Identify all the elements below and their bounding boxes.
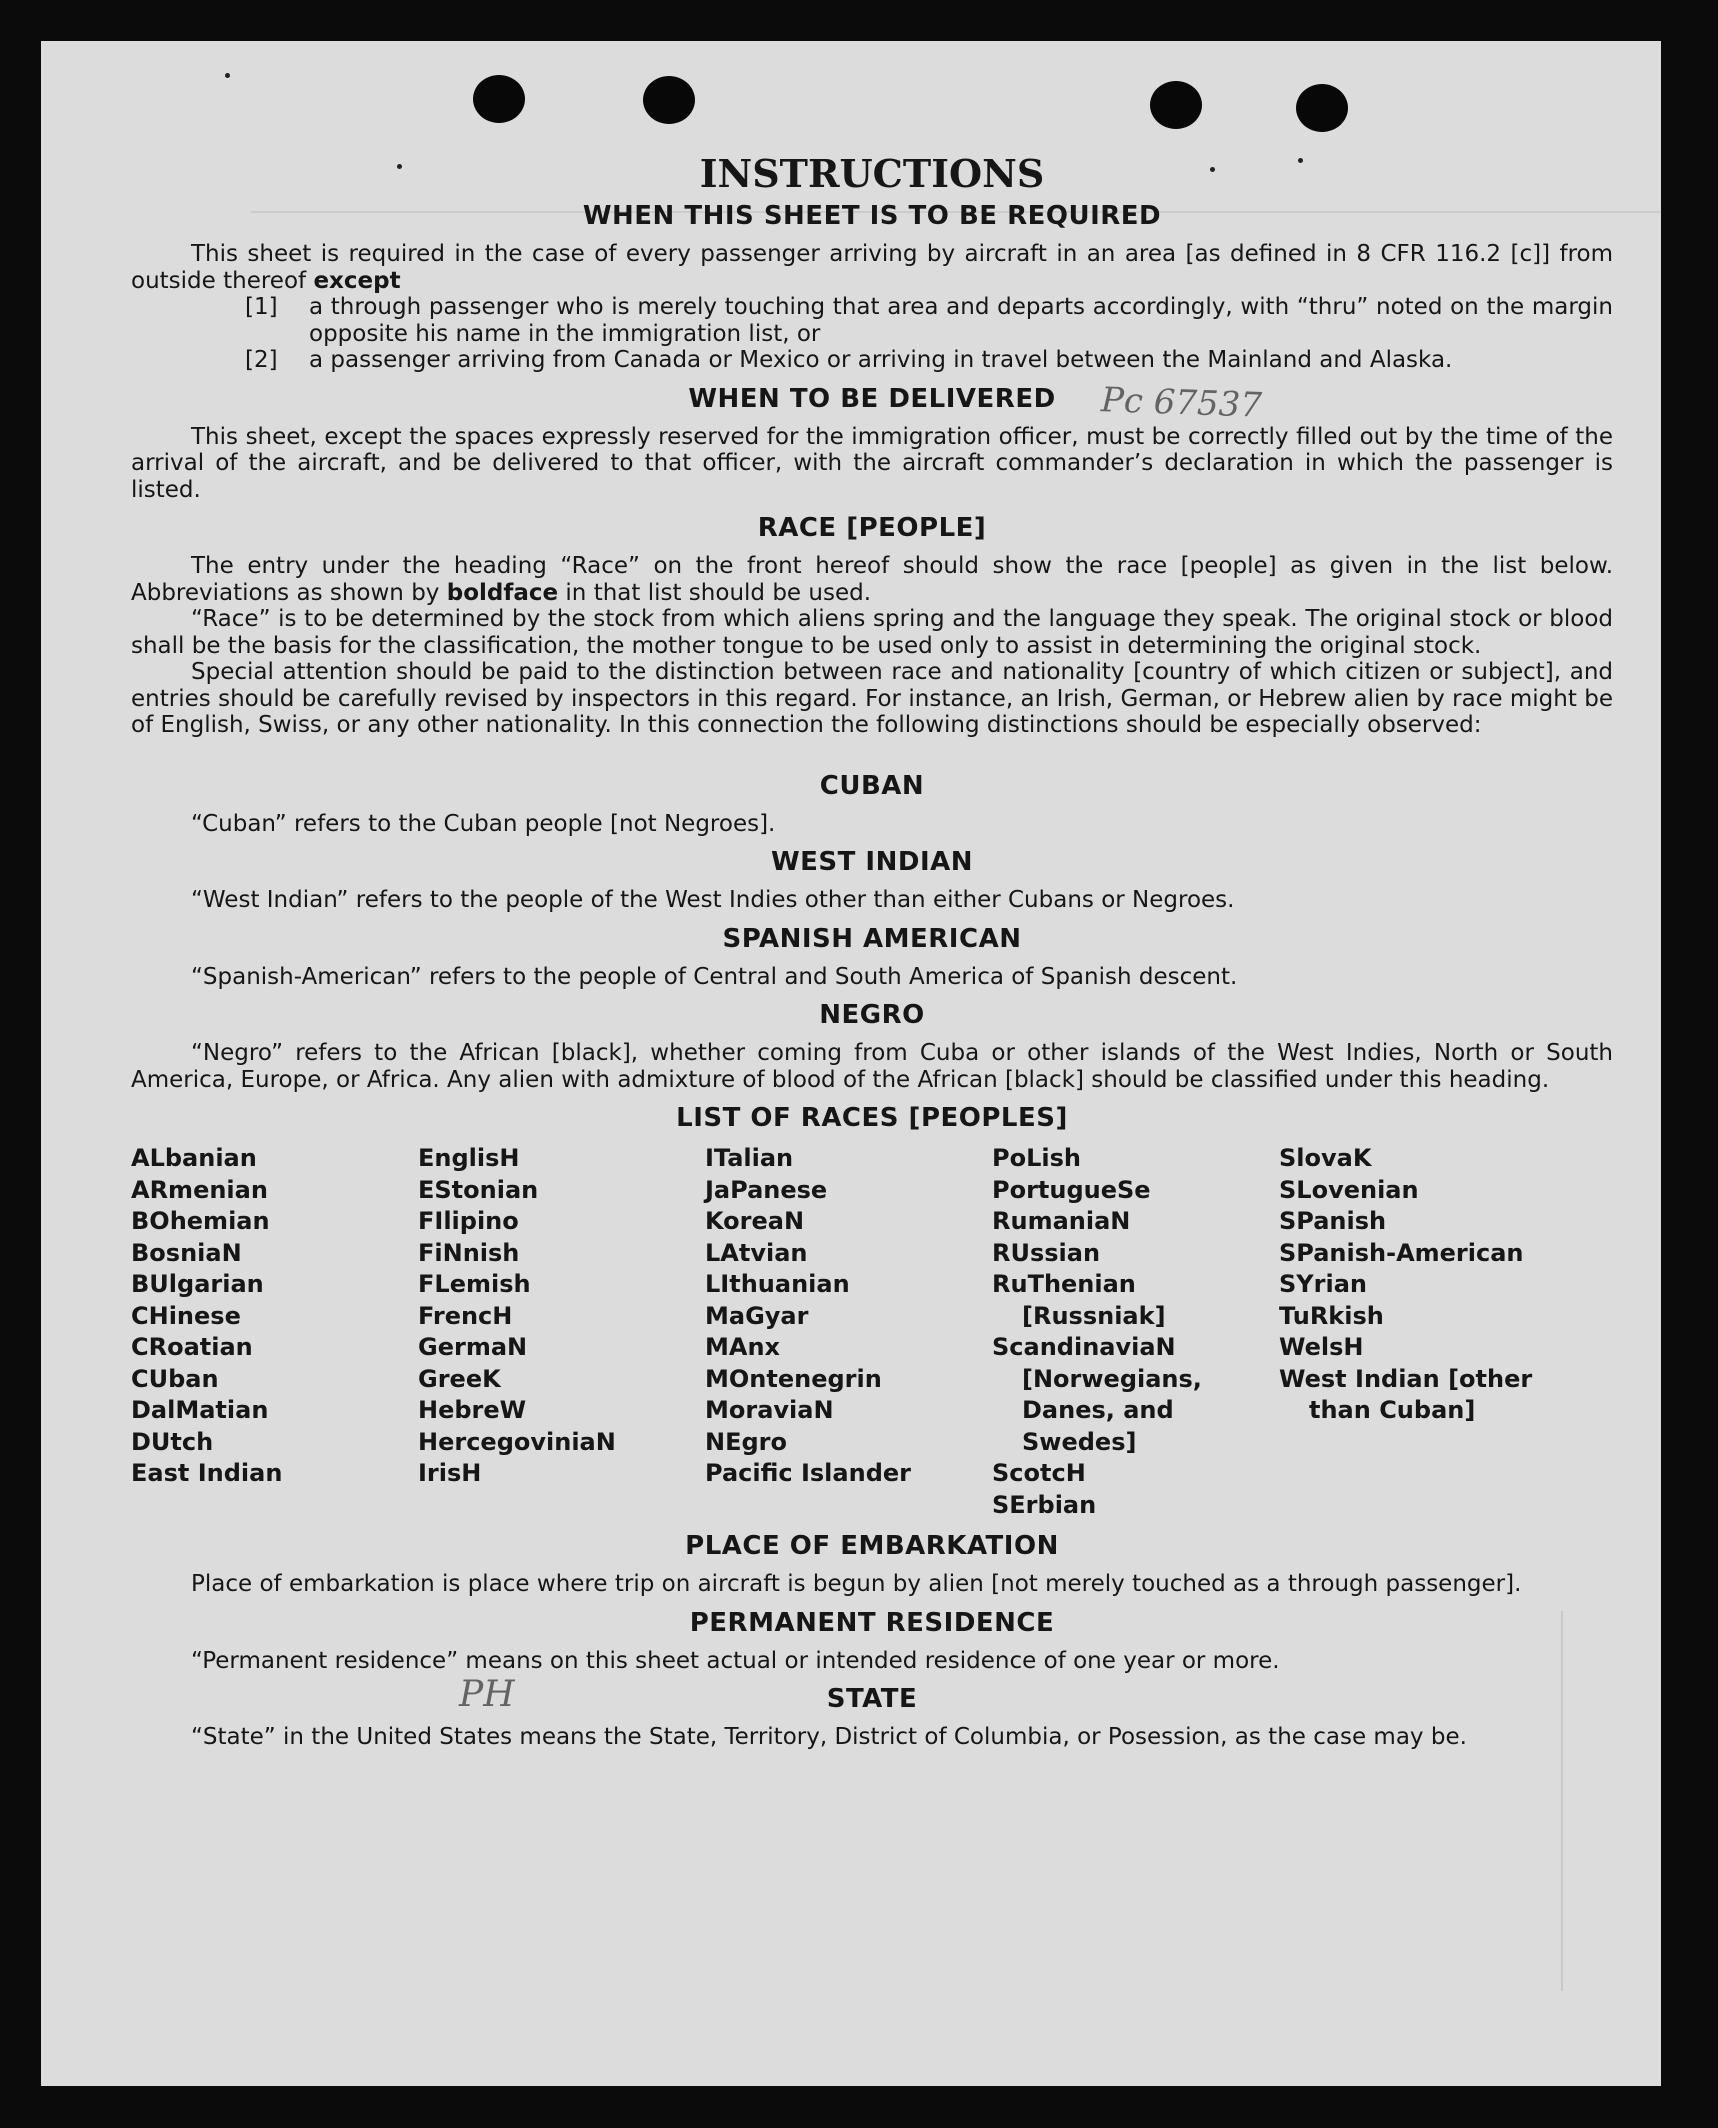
- race-entry: BosniaN: [131, 1238, 242, 1267]
- heading-state: STATE: [826, 1684, 918, 1714]
- race-entry: NEgro: [705, 1427, 787, 1456]
- race-entry: PoLish: [992, 1144, 1081, 1172]
- race-entry: SYrian: [1279, 1270, 1368, 1298]
- race-entry: CUban: [131, 1364, 219, 1393]
- races-column: [131, 1143, 418, 1521]
- heading-list-of-races: LIST OF RACES [PEOPLES]: [676, 1103, 1068, 1133]
- race-entry: GermaN: [418, 1333, 528, 1361]
- race-entry: MoraviaN: [705, 1396, 834, 1424]
- heading-race: RACE [PEOPLE]: [757, 513, 987, 543]
- handwritten-initials: PH: [459, 1674, 515, 1715]
- exception-number: [2]: [245, 347, 278, 373]
- races-column: [992, 1143, 1279, 1521]
- required-intro: This sheet is required in the case of every passenger arriving by aircraft in an area [as defined in 8 CFR 116.2 [c]] from outside thereof except: [131, 241, 1613, 294]
- race-entry: KoreaN: [705, 1207, 805, 1235]
- heading-when-required: WHEN THIS SHEET IS TO BE REQUIRED: [582, 201, 1162, 231]
- punch-hole: [643, 76, 695, 124]
- race-entry: Pacific Islander: [705, 1459, 911, 1487]
- heading-place-of-embarkation: PLACE OF EMBARKATION: [685, 1531, 1059, 1561]
- handwritten-number: Pc 67537: [1100, 380, 1263, 426]
- heading-spanish-american: SPANISH AMERICAN: [722, 923, 1022, 954]
- boldface-word: boldface: [446, 579, 559, 606]
- exception-number: [1]: [245, 294, 278, 320]
- race-entry: LIthuanian: [705, 1270, 850, 1298]
- races-column: [418, 1143, 705, 1521]
- cuban-text: “Cuban” refers to the Cuban people [not Negroes].: [191, 810, 776, 837]
- race-entry: JaPanese: [705, 1175, 828, 1204]
- race-entry: West Indian [other than Cuban]: [1279, 1364, 1533, 1424]
- race-entry: TuRkish: [1279, 1301, 1384, 1330]
- race-entry: GreeK: [418, 1364, 501, 1393]
- spanish-american-text: “Spanish-American” refers to the people of Central and South America of Spanish descent.: [191, 963, 1238, 990]
- race-entry: FrencH: [418, 1301, 513, 1330]
- races-column: [705, 1143, 992, 1521]
- race-entry: CRoatian: [131, 1333, 253, 1361]
- race-entry: HebreW: [418, 1396, 527, 1424]
- punch-hole: [1150, 81, 1202, 129]
- heading-negro: NEGRO: [819, 1000, 925, 1030]
- delivered-text: This sheet, except the spaces expressly reserved for the immigration officer, must be correctly filled out by the time of the arrival of the aircraft, and be delivered to that officer, with the aircraft commander’s declaration in which the passenger is listed.: [131, 423, 1613, 503]
- race-entry: MAnx: [705, 1333, 781, 1361]
- race-entry: EStonian: [418, 1175, 539, 1204]
- race-entry: MaGyar: [705, 1301, 809, 1330]
- exception-item: [131, 347, 1613, 374]
- race-entry: FiNnish: [418, 1238, 520, 1267]
- spacer: [131, 739, 1613, 761]
- race-entry: SlovaK: [1279, 1144, 1372, 1172]
- race-entry: ALbanian: [131, 1144, 257, 1172]
- race-entry: East Indian: [131, 1459, 283, 1487]
- race-entry: SPanish-American: [1279, 1238, 1524, 1267]
- race-entry: RuThenian [Russniak]: [992, 1270, 1166, 1330]
- race-entry: BOhemian: [131, 1207, 270, 1235]
- race-entry: DalMatian: [131, 1396, 269, 1424]
- exception-item: [131, 294, 1613, 347]
- race-entry: CHinese: [131, 1301, 241, 1330]
- embarkation-text: Place of embarkation is place where trip on aircraft is begun by alien [not merely touched as a through passenger].: [191, 1571, 1522, 1597]
- exception-text: a passenger arriving from Canada or Mexico or arriving in travel between the Mainland and Alaska.: [309, 347, 1453, 373]
- race-paragraph-3: Special attention should be paid to the distinction between race and nationality [country of which citizen or subject], and entries should be carefully revised by inspectors in this regard. For instance, an Irish, German, or Hebrew alien by race might be of English, Swiss, or any other nationality. In this connection the following distinctions should be especially observed:: [131, 659, 1613, 738]
- race-entry: BUlgarian: [131, 1270, 264, 1298]
- race-entry: HercegovinіaN: [418, 1427, 616, 1456]
- race-entry: FIlipino: [418, 1207, 519, 1235]
- race-entry: SLovenian: [1279, 1175, 1419, 1204]
- race-entry: IrisH: [418, 1459, 482, 1487]
- west-indian-text: “West Indian” refers to the people of the West Indies other than either Cubans or Negroes.: [191, 887, 1235, 913]
- race-entry: ITalian: [705, 1144, 794, 1172]
- heading-when-delivered: WHEN TO BE DELIVERED: [688, 383, 1056, 414]
- race-entry: LAtvian: [705, 1238, 808, 1267]
- page-title: INSTRUCTIONS: [699, 151, 1045, 196]
- race-entry: WelsH: [1279, 1333, 1364, 1361]
- race-entry: DUtch: [131, 1427, 214, 1456]
- punch-hole: [1296, 84, 1348, 132]
- heading-west-indian: WEST INDIAN: [770, 847, 974, 877]
- race-entry: SErbian: [992, 1490, 1097, 1519]
- race-entry: RUssian: [992, 1238, 1101, 1267]
- race-entry: MOntenegrin: [705, 1364, 882, 1393]
- speck: [225, 73, 230, 78]
- race-entry: EnglisH: [418, 1144, 520, 1172]
- heading-cuban: CUBAN: [819, 770, 925, 801]
- exception-text: a through passenger who is merely touching that area and departs accordingly, with “thru” noted on the margin opposite his name in the immigration list, or: [309, 294, 1613, 347]
- negro-text: “Negro” refers to the African [black], whether coming from Cuba or other islands of the West Indies, North or South America, Europe, or Africa. Any alien with admixture of blood of the African [black] should be classified under this heading.: [131, 1040, 1613, 1093]
- race-entry: FLemish: [418, 1270, 531, 1298]
- instructions-body: [131, 151, 1613, 1751]
- race-entry: SPanish: [1279, 1207, 1387, 1235]
- residence-text: “Permanent residence” means on this sheet actual or intended residence of one year or more.: [191, 1647, 1280, 1674]
- punch-hole: [473, 75, 525, 123]
- race-paragraph-2: “Race” is to be determined by the stock from which aliens spring and the language they speak. The original stock or blood shall be the basis for the classification, the mother tongue to be used only to assist in determining the original stock.: [131, 606, 1613, 659]
- document-page: [41, 41, 1661, 2086]
- race-entry: RumaniaN: [992, 1207, 1131, 1235]
- except-word: except: [313, 267, 401, 294]
- races-column: [1279, 1143, 1579, 1521]
- state-text: “State” in the United States means the State, Territory, District of Columbia, or Posession, as the case may be.: [191, 1724, 1467, 1750]
- races-list: [131, 1143, 1613, 1521]
- race-entry: ScotcH: [992, 1459, 1086, 1487]
- heading-permanent-residence: PERMANENT RESIDENCE: [689, 1607, 1055, 1638]
- race-entry: ScandinaviaN [Norwegians, Danes, and Swedes]: [992, 1333, 1202, 1456]
- race-entry: ARmenian: [131, 1175, 268, 1204]
- race-entry: PortugueSe: [992, 1175, 1151, 1204]
- race-paragraph-1: The entry under the heading “Race” on the front hereof should show the race [people] as given in the list below. Abbreviations as shown by boldface in that list should be used.: [131, 553, 1613, 606]
